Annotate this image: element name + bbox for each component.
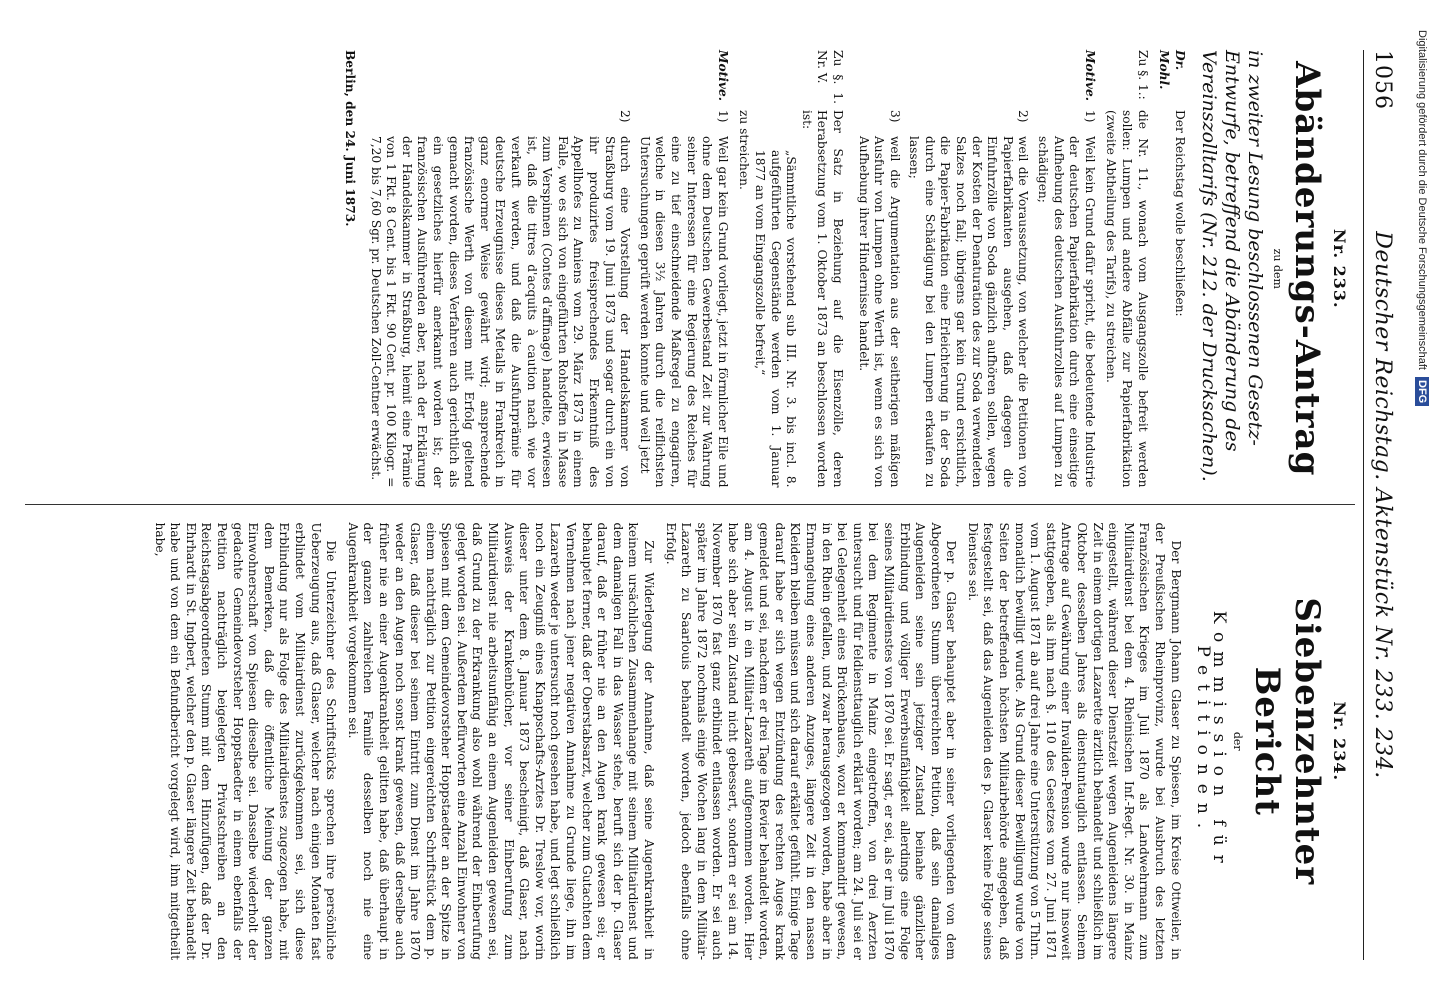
running-title: Deutscher Reichstag. Aktenstück Nr. 233. 234. [1370, 231, 1395, 779]
column-right [25, 523, 1355, 961]
item-number: 1) [715, 110, 730, 123]
doc-number-233: Nr. 233. [1330, 228, 1349, 309]
item-text: weil die Voraussetzung, von welcher die Petitionen von Papierfabrikanten ausgehen, daß dagegen die Einfuhrzölle von Soda gänzlich aufhören sollen, wegen der Kosten der Denaturation des zur Soda verwendeten Salzes noch fall; übrigens gar kein Grund ersichtlich, die Papier-Fabrikation eine Erleichterung in der Soda durch eine Schädigung bei den Lumpen erkaufen zu lassen; [907, 136, 1031, 488]
motive1-block [851, 50, 1097, 488]
list-item [906, 110, 1031, 488]
paragraph: Der p. Glaser behauptet aber in seiner vorliegenden von dem Abgeordneten Stumm überreichten Petition, daß sein damaliges Augenleiden seine sein jetziger Zustand beinahe gänzlicher Erblindung und völliger Erwerbsunfähigkeit allerdings eine Folge seines Militairdienstes von 1870 sei. Er sagt, er sei, als er im Juli 1870 bei dem Regimente in Mainz eingetroffen, von drei Aerzten untersucht und für feldiensttauglich erklärt worden; am 24. Juli sei er bei Gelegenheit eines Brückenbaues, wozu er kommandirt gewesen, in den Rhein gefallen, und zwar herausgezogen worden, habe aber in Ermangelung eines anderen Anzuges, längere Zeit in den nassen Kleidern bleiben müssen und sich darauf erkältet gefühlt. Einige Tage darauf habe er sich wegen Entzündung des rechten Auges krank gemeldet und sei, nachdem er drei Tage im Revier behandelt worden, am 4. August in ein Militair-Lazareth aufgenommen worden. Hier habe sich aber sein Zustand nicht gebessert, sondern er sei am 14. November 1870 fast ganz erblindet entlassen worden. Er sei auch später im Jahre 1872 nochmals einige Wochen lang in dem Militair-Lazareth zu Saarlouis behandelt worden, jedoch ebenfalls ohne Erfolg. [663, 522, 959, 960]
running-head [1363, 50, 1410, 960]
doc-subtitle-233: in zweiter Lesung beschlossenen Gesetz-Entwurfe, betreffend die Abänderung des Vereinszolltarifs (Nr. 212. der Drucksachen). [1197, 50, 1266, 482]
motive2-label: Motive. [715, 50, 730, 101]
signature-date: Berlin, den 24. Juni 1873. [343, 50, 358, 227]
item-text: Weil kein Grund dafür spricht, die bedeutende Industrie der deutschen Papierfabrikation durch eine einseitige Aufhebung des deutschen Ausfuhrzolles auf Lumpen zu schädigen; [1036, 136, 1097, 488]
proposer-block [1156, 50, 1187, 488]
list-item [855, 110, 902, 488]
section1v-block [736, 50, 845, 488]
digitization-text: Digitalisierung gefördert durch die Deutsche Forschungsgemeinschaft [1416, 30, 1428, 370]
section1v-quote: „Sämmtliche vorstehend sub III. Nr. 3. bis incl. 8. aufgeführten Gegenstände werden vom 1. Januar 1877 an vom Eingangszolle befreit,“ [752, 150, 799, 488]
zu-dem: zu dem [1271, 248, 1285, 289]
list-item [367, 110, 632, 488]
list-item [636, 110, 730, 488]
item-number: 3) [887, 110, 902, 123]
list-item [1034, 110, 1096, 488]
commission-title: Kommission für Petitionen. [1193, 610, 1229, 872]
motive1-list [851, 110, 1097, 488]
digitization-note [1416, 30, 1428, 406]
item-text: durch eine Vorstellung der Handelskammer von Straßburg vom 19. Juni 1873 und sogar durch ein von ihr produzirtes freisprechendes Erkenntniß des Appellhofes zu Amiens vom 29. März 1873 in einem Falle, wo es sich von eingeführten Rohstoffen in Masse zum Verspinnen (Contes d'affinage) handelte, erwiesen ist, daß die titres d'acquits à caution nach wie vor verkauft werden, und daß die Ausfuhrprämie für deutsche Erzeugnisse dieses Metalls in Frankreich in ganz enormer Weise gewährt wird; ansprechende französische Werth von diesem mit Erfolg geltend gemacht worden, dieses Verfahren auch gerichtlich als ein gesetzliches hierfür anerkannt worden ist; der französischen Ausführenden aber, nach der Erklärung der Handelskammer in Straßburg, hiemit eine Prämie von 1 Fkt. 8 Cent. bis 1 Fkt. 90 Cent. pr. 100 Kilogr. = 7,20 bis 7,60 Sgr. pr. Deutschen Zoll-Centner erwächst. [368, 136, 633, 488]
proposer-label: Dr. Mohl. [1157, 50, 1187, 90]
paragraph: Zur Widerlegung der Annahme, daß seine Augenkrankheit in keinem ursächlichen Zusammenhange mit seinem Militairdienst und dem damaligen Fall in das Wasser stehe, beruft sich der p. Glaser darauf, daß er früher nie an den Augen krank gewesen sei; er behauptet ferner, daß der Oberstabsarzt, welcher zum Gutachten dem Vernehmen nach jener negativen Annahme zu Grunde liege, ihn im Lazareth weder je untersucht noch gesehen habe, und legt schließlich noch ein Zeugniß eines Knappschafts-Arztes Dr. Treslow vor, worin dieser unter dem 8. Januar 1873 bescheinigt, daß Glaser, nach Ausweis der Krankenbücher, vor seiner Einberufung zum Militairdienst nie arbeitsunfähig an einem Augenleiden gewesen sei, daß Grund zu der Erkrankung also wohl während der Einberufung gelegt worden sei. Außerdem befürworten eine Anzahl Einwohner von Spiesen mit dem Gemeindevorsteher Hoppstaedter an der Spitze in einem nachträglich zur Petition eingereichten Schriftstück dem p. Glaser, daß dieser bei seinem Eintritt zum Dienst im Jahre 1870 weder an den Augen noch sonst krank gewesen, daß derselbe auch früher nie an einer Augenkrankheit gelitten habe, daß überhaupt in der ganzen zahlreichen Familie desselben noch nie eine Augenkrankheit vorgekommen sei. [345, 522, 657, 960]
paragraph: Die Unterzeichner des Schriftstücks sprechen ihre persönliche Ueberzeugung aus, daß Glaser, welcher nach einigen Monaten fast erblindet vom Militairdienst zurückgekommen sei, sich diese Erblindung nur als Folge des Militairdienstes zugezogen habe, mit dem Bemerken, daß die öffentliche Meinung der ganzen Einwohnerschaft von Spiesen dieselbe sei. Dasselbe wiederholt der gedachte Gemeindevorsteher Hoppstaedter in einem ebenfalls der Petition nachträglich beigelegten Privatschreiben an den Reichstagsabgeordneten Stumm mit dem Hinzufügen, daß der Dr. Ehrhardt in St. Ingbert, welcher den p. Glaser längere Zeit behandelt habe und von dem ein Befundbericht vorgelegt wird, ihm mitgetheilt habe, [152, 522, 339, 960]
item-text: Weil gar kein Grund vorliegt, jetzt in förmlicher Eile und ohne dem Deutschen Gewerbestand Zeit zur Wahrung seiner Interessen für eine Regierung des Reiches für eine zu tief einschneidende Maßregel zu engagiren, welche in diesen 3½ Jahren durch die reiflichsten Untersuchungen geprüft werden konnte und weil jetzt [637, 136, 730, 488]
dfg-logo: DFG [1415, 377, 1429, 406]
paragraph: Der Bergmann Johann Glaser zu Spiesen, im Kreise Ottweiler, in der Preußischen Rheinprovinz, wurde bei Ausbruch des letzten Französischen Krieges im Juli 1870 als Landwehrmann zum Militairdienst bei dem 4. Rheinischen Inf.-Regt. Nr. 30. in Mainz eingestellt, während dieser Dienstzeit wegen Augenleidens längere Zeit in einem dortigen Lazarette ärztlich behandelt und schließlich im Oktober desselben Jahres als dienstuntauglich entlassen. Seinem Antrage auf Gewährung einer Invaliden-Pension wurde nur insoweit stattgegeben, als ihm nach §. 110 des Gesetzes vom 27. Juni 1871 vom 1. August 1871 ab auf drei Jahre eine Unterstützung von 5 Thlrn. monatlich bewilligt wurde. Als Grund dieser Bewilligung wurde von Seiten der betreffenden höchsten Militairbehörde angegeben, daß festgestellt sei, daß das Augenleiden des p. Glaser keine Folge seines Dienstes sei. [965, 522, 1183, 960]
section1-block [1103, 50, 1150, 488]
proposer-intro: Der Reichstag wolle beschließen: [1172, 110, 1187, 317]
doc-title-233: Abänderungs-Antrag [1287, 61, 1328, 477]
item-text: weil die Argumentation aus der seitherigen mäßigen Ausfuhr von Lumpen ohne Werth ist, wenn es sich von Aufhebung ihrer Hindernisse handelt. [856, 136, 902, 488]
columns [25, 50, 1355, 960]
der: der [1231, 731, 1245, 751]
item-number: 2) [618, 110, 633, 123]
section1v-end: zu streichen. [737, 110, 752, 190]
section1v-label: Zu §. 1. Nr. V. [815, 50, 845, 104]
item-number: 2) [1016, 110, 1031, 123]
section1v-text: Der Satz in Beziehung auf die Eisenzölle, deren Herabsetzung vom 1. Oktober 1873 an beschlossen worden ist: [799, 110, 845, 488]
item-number: 1) [1082, 110, 1097, 123]
motive2-block [363, 50, 730, 488]
doc-number-234: Nr. 234. [1330, 701, 1349, 782]
section1-label: Zu §. 1.: [1135, 50, 1150, 100]
page-number: 1056 [1370, 50, 1395, 110]
motive1-label: Motive. [1082, 50, 1097, 101]
column-left [25, 50, 1355, 505]
doc-title-234: Siebenzehnter Bericht [1247, 597, 1328, 886]
section1-text: die Nr. 11., wonach vom Ausgangszolle befreit werden sollen: Lumpen und andere Abfälle zur Papierfabrikation (zweite Abtheilung des Tarifs), zu streichen. [1104, 110, 1150, 488]
motive2-list [363, 110, 730, 488]
section1v-body [736, 110, 845, 488]
